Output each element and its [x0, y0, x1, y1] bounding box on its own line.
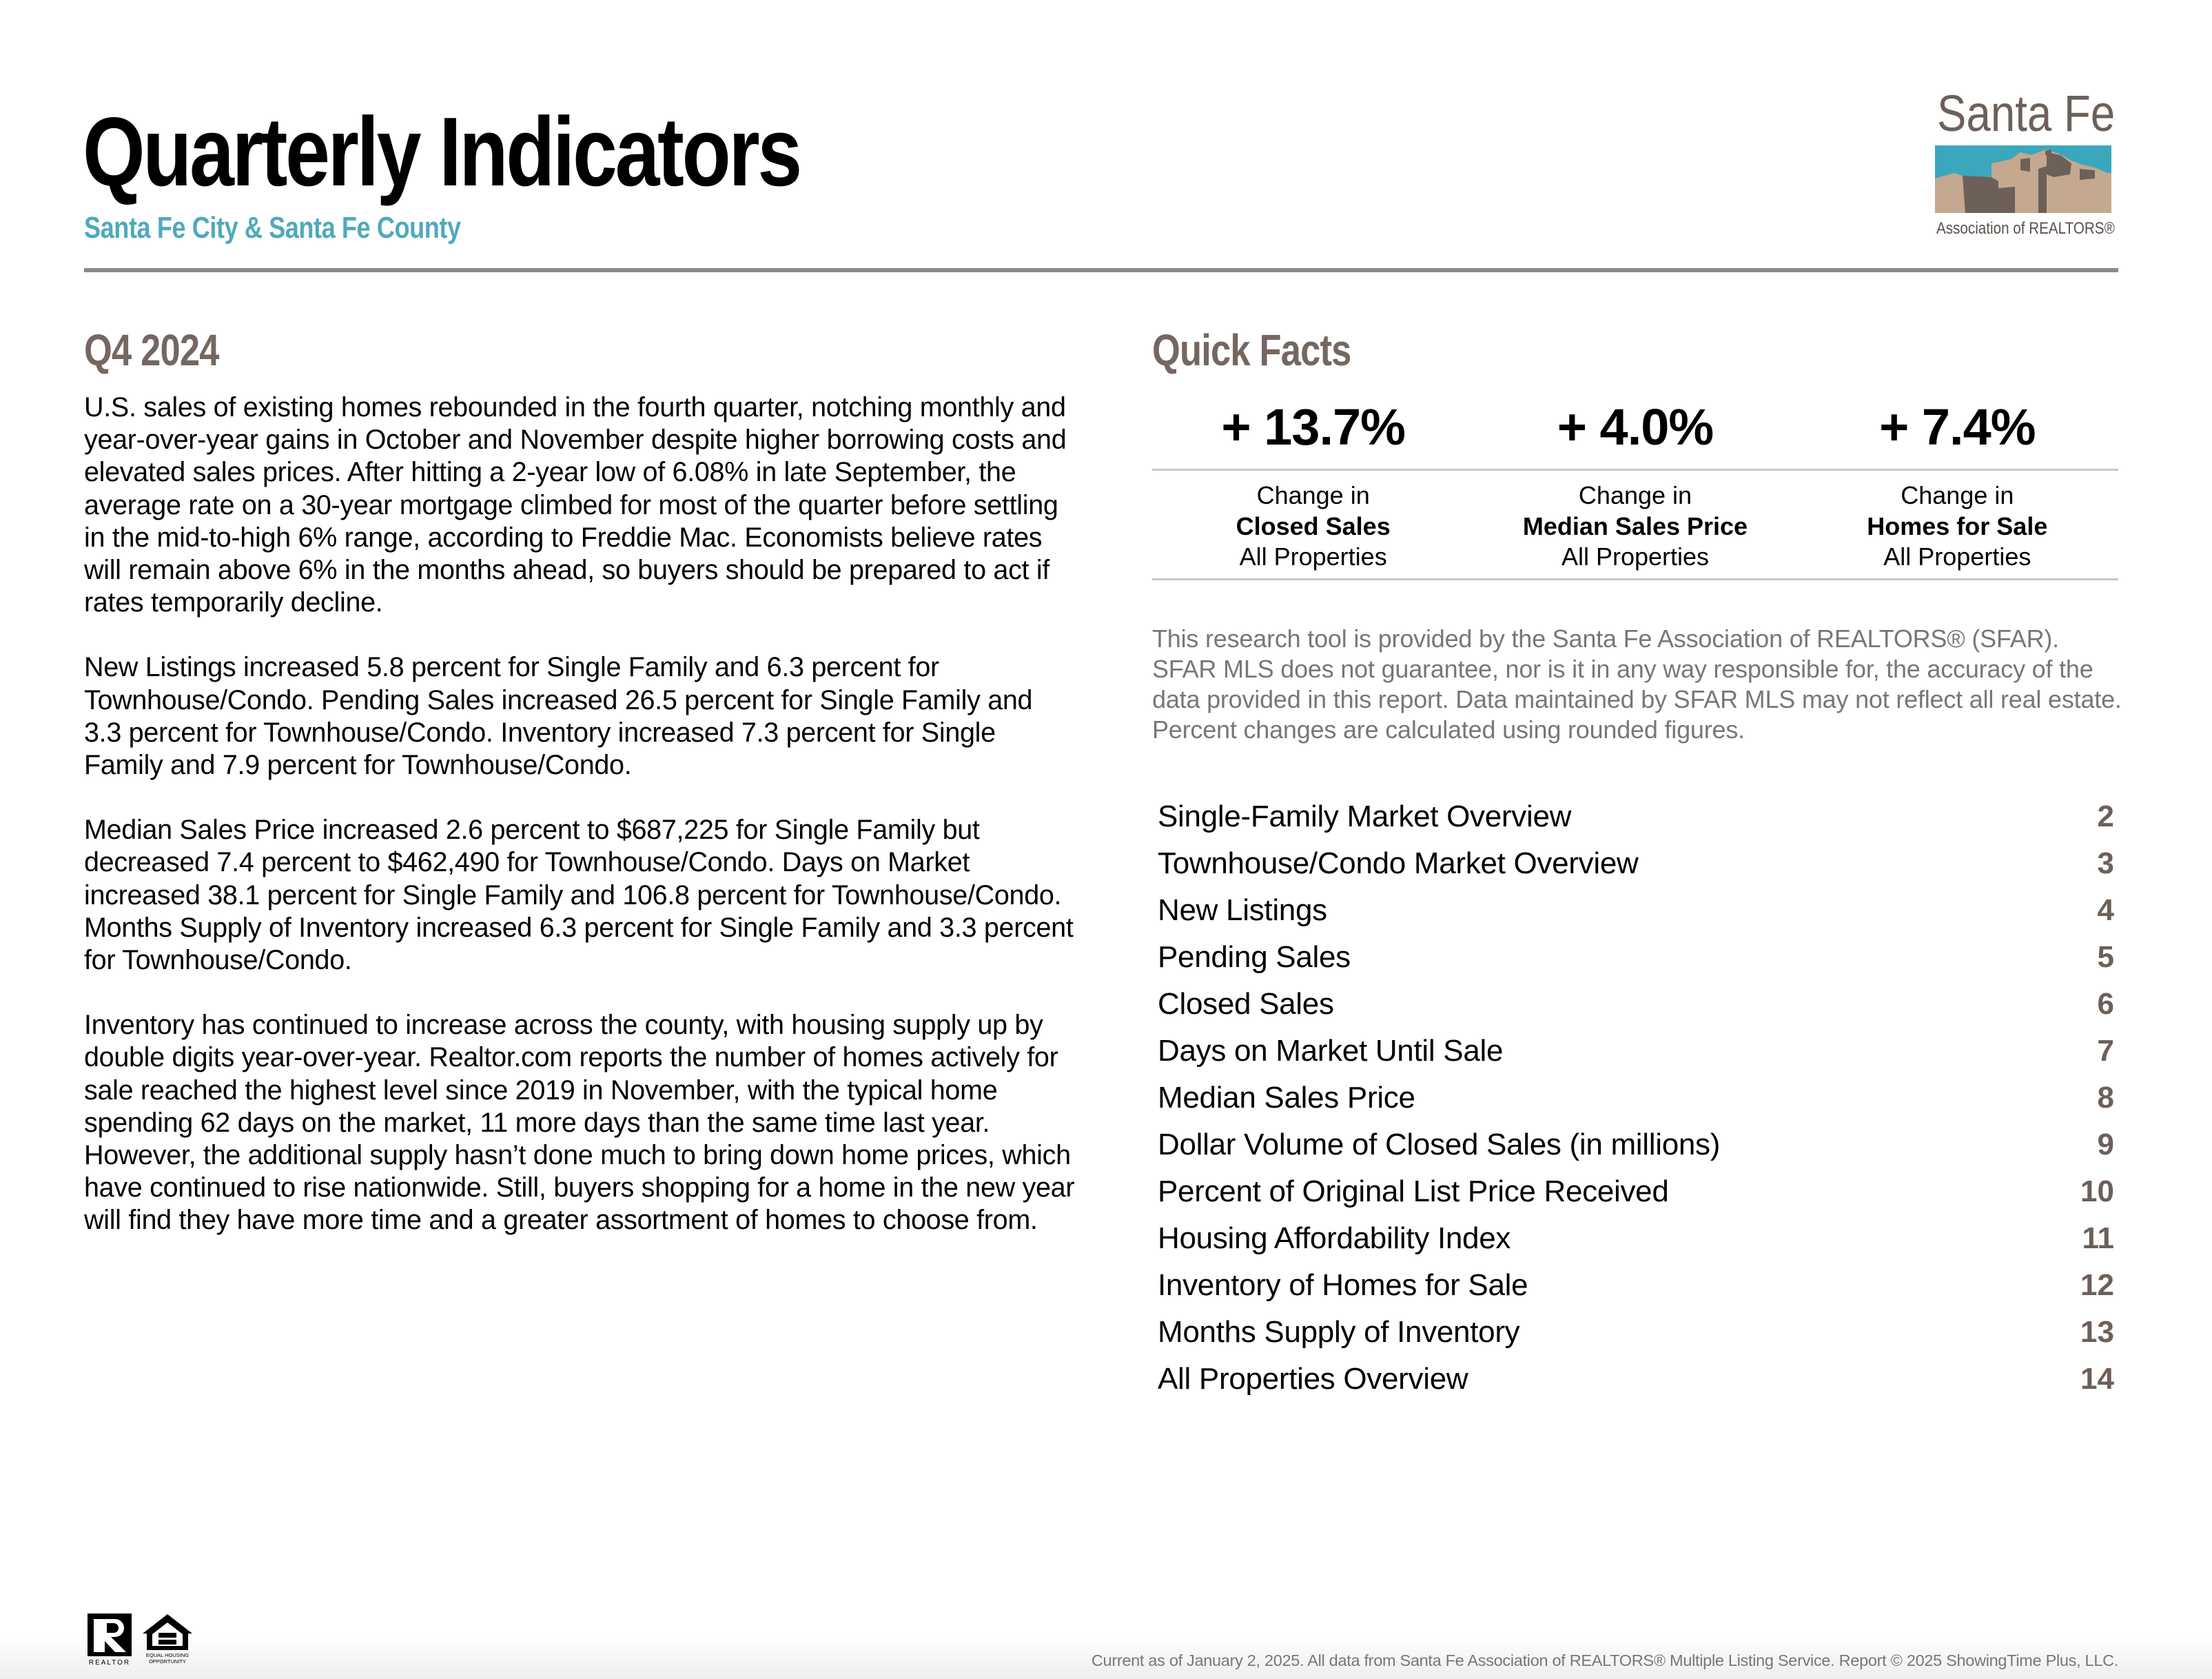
fact-value: + 4.0% — [1557, 398, 1714, 456]
summary-paragraph: Inventory has continued to increase across the county, with housing supply up by double digits year-over-year. Realtor.com reports the number of homes actively for sale reached the highest level since 2019 in November, with the typical home spending 62 days on the market, 11 more days than the same time last year. However, the additional supply hasn’t done much to bring down home prices, which have continued to rise nationwide. Still, buyers shopping for a home in the new year will find they have more time and a greater assortment of homes to choose from. — [84, 1010, 1075, 1236]
fact-label-line: Change in — [1578, 481, 1692, 509]
realtor-r-icon — [88, 1614, 132, 1666]
fact-scope: All Properties — [1239, 542, 1387, 571]
toc-label[interactable]: Townhouse/Condo Market Overview — [1158, 846, 1639, 880]
toc-page-number[interactable]: 14 — [2080, 1362, 2114, 1396]
quick-facts-heading: Quick Facts — [1152, 325, 1351, 375]
toc-label[interactable]: Days on Market Until Sale — [1158, 1034, 1504, 1068]
toc-label[interactable]: Single-Family Market Overview — [1158, 800, 1572, 833]
toc-label[interactable]: New Listings — [1158, 893, 1327, 927]
toc-page-number[interactable]: 8 — [2097, 1081, 2114, 1115]
toc-page-number[interactable]: 5 — [2097, 940, 2114, 974]
toc-label[interactable]: Months Supply of Inventory — [1158, 1315, 1520, 1349]
facts-divider — [1152, 578, 2118, 580]
svg-text:OPPORTUNITY: OPPORTUNITY — [148, 1658, 187, 1665]
toc-label[interactable]: Closed Sales — [1158, 987, 1334, 1021]
quick-facts — [1152, 393, 2118, 580]
fact-metric: Closed Sales — [1236, 511, 1391, 540]
toc-item[interactable] — [1158, 1034, 2114, 1081]
footer-source-note: Current as of January 2, 2025. All data from Santa Fe Association of REALTORS® Multiple Listing Service. Report © 2025 ShowingTime Plus, LLC. — [1091, 1651, 2118, 1669]
sfar-logo — [1933, 85, 2119, 241]
toc-label[interactable]: Housing Affordability Index — [1158, 1221, 1511, 1255]
fact-label-homes-for-sale — [1796, 471, 2118, 578]
toc-label[interactable]: Percent of Original List Price Received — [1158, 1174, 1669, 1208]
fact-value: + 7.4% — [1879, 398, 2036, 456]
toc-item[interactable] — [1158, 987, 2114, 1034]
toc-item[interactable] — [1158, 846, 2114, 893]
quarter-summary — [84, 391, 1076, 1270]
toc-page-number[interactable]: 6 — [2097, 987, 2114, 1021]
fact-median-sales-price — [1474, 393, 1796, 462]
header-divider — [84, 268, 2118, 272]
toc-item[interactable] — [1158, 940, 2114, 987]
fact-metric: Homes for Sale — [1867, 511, 2048, 540]
toc-page-number[interactable]: 13 — [2080, 1315, 2114, 1349]
adobe-building-icon — [1935, 145, 2111, 213]
quarter-heading: Q4 2024 — [84, 325, 219, 375]
toc-page-number[interactable]: 11 — [2082, 1221, 2114, 1255]
page-subtitle: Santa Fe City & Santa Fe County — [84, 211, 461, 245]
toc-page-number[interactable]: 10 — [2080, 1174, 2114, 1208]
toc-item[interactable] — [1158, 893, 2114, 940]
toc-page-number[interactable]: 7 — [2097, 1034, 2114, 1068]
fact-label-closed-sales — [1152, 471, 1474, 578]
toc-label[interactable]: Dollar Volume of Closed Sales (in millions) — [1158, 1128, 1721, 1161]
summary-paragraph: U.S. sales of existing homes rebounded in the fourth quarter, notching monthly and year-over-year gains in October and November despite higher borrowing costs and elevated sales prices. After hitting a 2-year low of 6.08% in late September, the average rate on a 30-year mortgage climbed for most of the quarter before settling in the mid-to-high 6% range, according to Freddie Mac. Economists believe rates will remain above 6% in the months ahead, so buyers should be prepared to act if rates temporarily decline. — [84, 392, 1067, 618]
toc-item[interactable] — [1158, 1315, 2114, 1362]
page-title: Quarterly Indicators — [83, 97, 800, 207]
toc-item[interactable] — [1158, 1174, 2114, 1221]
toc-label[interactable]: Median Sales Price — [1158, 1081, 1415, 1115]
toc-page-number[interactable]: 4 — [2097, 893, 2114, 927]
toc-item[interactable] — [1158, 1221, 2114, 1268]
summary-paragraph: New Listings increased 5.8 percent for Single Family and 6.3 percent for Townhouse/Condo. Pending Sales increased 26.5 percent for Single Family and 3.3 percent for Townhouse/Condo. Inventory increased 7.3 percent for Single Family and 7.9 percent for Townhouse/Condo. — [84, 652, 1033, 781]
toc-item[interactable] — [1158, 800, 2114, 846]
fact-scope: All Properties — [1561, 542, 1710, 571]
fact-label-line: Change in — [1901, 481, 2014, 509]
toc-item[interactable] — [1158, 1128, 2114, 1174]
summary-paragraph: Median Sales Price increased 2.6 percent to $687,225 for Single Family but decreased 7.4 percent to $462,490 for Townhouse/Condo. Days on Market increased 38.1 percent for Single Family and 106.8 percent for Townhouse/Condo. Months Supply of Inventory increased 6.3 percent for Single Family and 3.3 percent for Townhouse/Condo. — [84, 815, 1074, 976]
disclaimer: This research tool is provided by the Santa Fe Association of REALTORS® (SFAR). SFAR MLS does not guarantee, nor is it in any way responsible for, the accuracy of the data provided in this report. Data maintained by SFAR MLS may not reflect all real estate. Percent changes are calculated using rounded figures. — [1152, 624, 2122, 744]
toc-item[interactable] — [1158, 1268, 2114, 1315]
fact-homes-for-sale — [1796, 393, 2118, 462]
logo-tagline: Association of REALTORS® — [1936, 219, 2115, 238]
toc-item[interactable] — [1158, 1081, 2114, 1128]
fact-label-median-sales-price — [1474, 471, 1796, 578]
toc-label[interactable]: All Properties Overview — [1158, 1362, 1468, 1396]
toc-page-number[interactable]: 9 — [2097, 1128, 2114, 1161]
fact-metric: Median Sales Price — [1522, 511, 1748, 540]
table-of-contents — [1158, 800, 2114, 1409]
toc-label[interactable]: Inventory of Homes for Sale — [1158, 1268, 1528, 1302]
toc-item[interactable] — [1158, 1362, 2114, 1409]
svg-text:REALTOR: REALTOR — [88, 1659, 131, 1666]
fact-value: + 13.7% — [1221, 398, 1405, 456]
fact-label-line: Change in — [1256, 481, 1370, 509]
toc-page-number[interactable]: 12 — [2080, 1268, 2114, 1302]
logo-name: Santa Fe — [1937, 85, 2116, 142]
toc-page-number[interactable]: 3 — [2097, 846, 2114, 880]
svg-text:EQUAL HOUSING: EQUAL HOUSING — [145, 1652, 190, 1658]
toc-label[interactable]: Pending Sales — [1158, 940, 1351, 974]
toc-page-number[interactable]: 2 — [2097, 800, 2114, 833]
fact-closed-sales — [1152, 393, 1474, 462]
equal-housing-icon — [143, 1613, 192, 1667]
fact-scope: All Properties — [1883, 542, 2031, 571]
